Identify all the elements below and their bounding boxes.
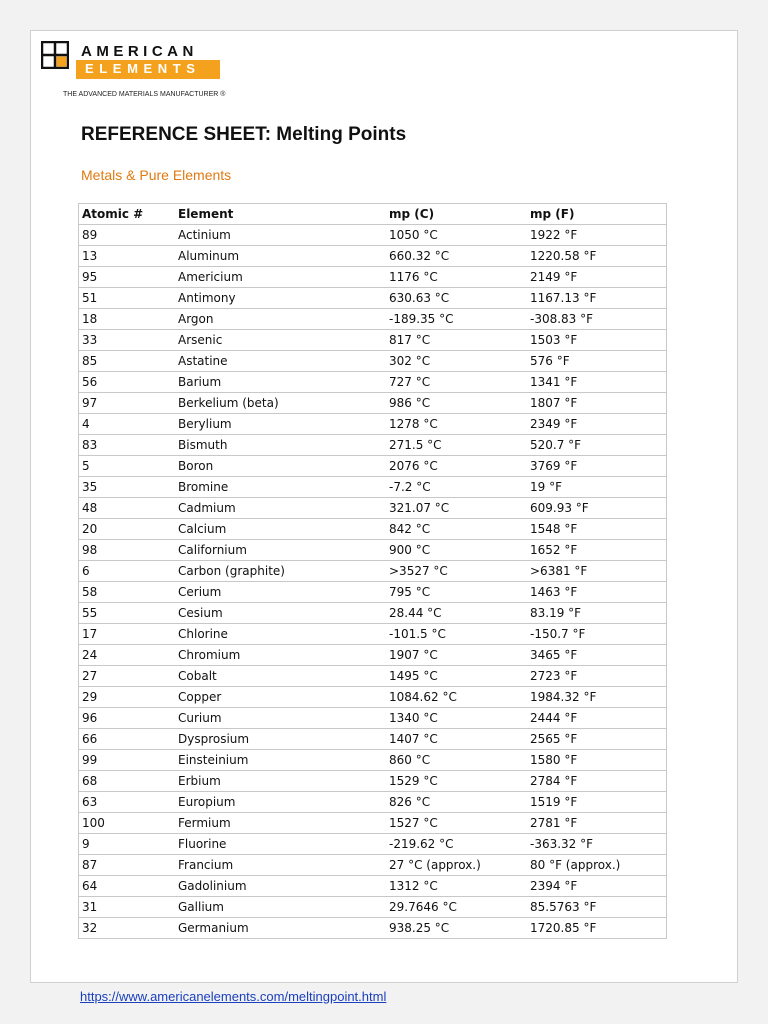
cell-atomic-number: 83 <box>79 435 175 456</box>
cell-mp-fahrenheit: -308.83 °F <box>527 309 666 330</box>
cell-mp-fahrenheit: 2444 °F <box>527 708 666 729</box>
table-row <box>79 225 666 246</box>
table-row <box>79 288 666 309</box>
cell-mp-celsius: 1312 °C <box>386 876 527 897</box>
table-row <box>79 414 666 435</box>
cell-element: Cesium <box>175 603 386 624</box>
cell-mp-fahrenheit: 609.93 °F <box>527 498 666 519</box>
cell-mp-celsius: 1407 °C <box>386 729 527 750</box>
cell-mp-fahrenheit: 2784 °F <box>527 771 666 792</box>
company-logo <box>41 41 241 101</box>
table-row <box>79 729 666 750</box>
table-row <box>79 687 666 708</box>
table-row <box>79 834 666 855</box>
cell-element: Carbon (graphite) <box>175 561 386 582</box>
logo-grid-icon <box>41 41 69 69</box>
logo-word-elements: ELEMENTS <box>85 61 201 76</box>
cell-atomic-number: 66 <box>79 729 175 750</box>
cell-element: Bromine <box>175 477 386 498</box>
cell-element: Arsenic <box>175 330 386 351</box>
cell-mp-fahrenheit: 1807 °F <box>527 393 666 414</box>
cell-atomic-number: 89 <box>79 225 175 246</box>
cell-atomic-number: 33 <box>79 330 175 351</box>
source-url-link[interactable]: https://www.americanelements.com/meltingpoint.html <box>80 989 387 1004</box>
cell-mp-celsius: -7.2 °C <box>386 477 527 498</box>
cell-mp-celsius: 1907 °C <box>386 645 527 666</box>
cell-element: Gadolinium <box>175 876 386 897</box>
cell-atomic-number: 13 <box>79 246 175 267</box>
cell-atomic-number: 97 <box>79 393 175 414</box>
table-row <box>79 477 666 498</box>
cell-mp-celsius: 29.7646 °C <box>386 897 527 918</box>
cell-atomic-number: 35 <box>79 477 175 498</box>
cell-element: Astatine <box>175 351 386 372</box>
cell-atomic-number: 96 <box>79 708 175 729</box>
cell-mp-fahrenheit: 1519 °F <box>527 792 666 813</box>
cell-element: Copper <box>175 687 386 708</box>
cell-atomic-number: 95 <box>79 267 175 288</box>
cell-element: Boron <box>175 456 386 477</box>
cell-atomic-number: 5 <box>79 456 175 477</box>
cell-atomic-number: 31 <box>79 897 175 918</box>
cell-atomic-number: 29 <box>79 687 175 708</box>
cell-element: Bismuth <box>175 435 386 456</box>
cell-mp-fahrenheit: 2394 °F <box>527 876 666 897</box>
cell-mp-celsius: 1278 °C <box>386 414 527 435</box>
cell-element: Germanium <box>178 921 249 935</box>
cell-atomic-number: 51 <box>79 288 175 309</box>
header-mp-celsius: mp (C) <box>386 204 527 225</box>
cell-atomic-number: 17 <box>79 624 175 645</box>
cell-mp-fahrenheit: 2565 °F <box>527 729 666 750</box>
cell-mp-celsius: 817 °C <box>386 330 527 351</box>
cell-mp-celsius: 795 °C <box>386 582 527 603</box>
cell-mp-celsius: -219.62 °C <box>386 834 527 855</box>
cell-element: Cerium <box>175 582 386 603</box>
cell-mp-fahrenheit: 1922 °F <box>527 225 666 246</box>
cell-element: Berylium <box>175 414 386 435</box>
table-row <box>79 372 666 393</box>
cell-atomic-number: 32 <box>82 921 98 935</box>
table-row <box>79 351 666 372</box>
cell-mp-celsius: 1050 °C <box>386 225 527 246</box>
table-row <box>79 267 666 288</box>
header-element: Element <box>175 204 386 225</box>
page-title: REFERENCE SHEET: Melting Points <box>81 124 407 145</box>
cell-atomic-number: 56 <box>79 372 175 393</box>
cell-mp-celsius: -189.35 °C <box>386 309 527 330</box>
table-row <box>79 855 666 876</box>
cell-atomic-number: 55 <box>79 603 175 624</box>
header-atomic-number: Atomic # <box>79 204 175 225</box>
cell-mp-fahrenheit: 1341 °F <box>527 372 666 393</box>
table-row <box>79 897 666 918</box>
cell-element: Curium <box>175 708 386 729</box>
cell-element: Calcium <box>175 519 386 540</box>
cell-element: Argon <box>175 309 386 330</box>
cell-mp-celsius: 28.44 °C <box>386 603 527 624</box>
table-header-row <box>79 204 666 225</box>
cell-mp-fahrenheit: -363.32 °F <box>527 834 666 855</box>
cell-mp-fahrenheit: -150.7 °F <box>527 624 666 645</box>
cell-mp-fahrenheit: 1984.32 °F <box>527 687 666 708</box>
cell-mp-fahrenheit: 3465 °F <box>527 645 666 666</box>
cell-element: Fermium <box>175 813 386 834</box>
cell-atomic-number: 24 <box>79 645 175 666</box>
cell-mp-celsius: 727 °C <box>386 372 527 393</box>
table-row <box>79 309 666 330</box>
cell-atomic-number: 6 <box>79 561 175 582</box>
cell-element: Berkelium (beta) <box>175 393 386 414</box>
table-row <box>79 792 666 813</box>
cell-atomic-number: 100 <box>79 813 175 834</box>
table-row <box>79 624 666 645</box>
table-row <box>79 813 666 834</box>
cell-mp-celsius: 2076 °C <box>386 456 527 477</box>
cell-element: Francium <box>175 855 386 876</box>
table-row <box>79 246 666 267</box>
cell-mp-celsius: 1340 °C <box>386 708 527 729</box>
cell-atomic-number: 4 <box>79 414 175 435</box>
cell-atomic-number: 87 <box>79 855 175 876</box>
cell-mp-celsius: 660.32 °C <box>386 246 527 267</box>
table-row <box>79 498 666 519</box>
cell-mp-fahrenheit: 3769 °F <box>527 456 666 477</box>
cell-mp-fahrenheit: 1503 °F <box>527 330 666 351</box>
cell-atomic-number: 99 <box>79 750 175 771</box>
table-row <box>79 603 666 624</box>
cell-mp-celsius: 1529 °C <box>386 771 527 792</box>
table-row <box>79 918 666 938</box>
cell-mp-celsius: -101.5 °C <box>386 624 527 645</box>
cell-element: Einsteinium <box>175 750 386 771</box>
cell-mp-celsius: 1176 °C <box>386 267 527 288</box>
cell-element: Barium <box>175 372 386 393</box>
cell-element: Americium <box>175 267 386 288</box>
cell-element: Chlorine <box>175 624 386 645</box>
cell-mp-fahrenheit: 1167.13 °F <box>527 288 666 309</box>
cell-mp-celsius: 27 °C (approx.) <box>386 855 527 876</box>
cell-mp-celsius: 271.5 °C <box>386 435 527 456</box>
cell-element: Cadmium <box>175 498 386 519</box>
cell-mp-fahrenheit: 1220.58 °F <box>527 246 666 267</box>
cell-mp-fahrenheit: 85.5763 °F <box>527 897 666 918</box>
cell-atomic-number: 85 <box>79 351 175 372</box>
table-row <box>79 750 666 771</box>
cell-atomic-number: 48 <box>79 498 175 519</box>
cell-mp-fahrenheit: 2149 °F <box>527 267 666 288</box>
cell-element: Fluorine <box>175 834 386 855</box>
melting-points-table <box>78 203 667 939</box>
cell-mp-celsius: 938.25 °C <box>389 921 450 935</box>
table-row <box>79 771 666 792</box>
cell-element: Dysprosium <box>175 729 386 750</box>
cell-mp-fahrenheit: 1548 °F <box>527 519 666 540</box>
cell-mp-fahrenheit: 19 °F <box>527 477 666 498</box>
cell-mp-celsius: 321.07 °C <box>386 498 527 519</box>
cell-mp-celsius: 842 °C <box>386 519 527 540</box>
document-page <box>30 30 738 983</box>
cell-mp-celsius: 826 °C <box>386 792 527 813</box>
cell-atomic-number: 63 <box>79 792 175 813</box>
header-mp-fahrenheit: mp (F) <box>527 204 666 225</box>
cell-element: Aluminum <box>175 246 386 267</box>
cell-atomic-number: 27 <box>79 666 175 687</box>
table-row <box>79 666 666 687</box>
cell-element: Actinium <box>175 225 386 246</box>
cell-mp-celsius: 1084.62 °C <box>386 687 527 708</box>
cell-mp-celsius: 1527 °C <box>386 813 527 834</box>
table-row <box>79 540 666 561</box>
cell-element: Antimony <box>175 288 386 309</box>
cell-mp-fahrenheit: 1580 °F <box>527 750 666 771</box>
cell-element: Chromium <box>175 645 386 666</box>
cell-atomic-number: 58 <box>79 582 175 603</box>
table-row <box>79 582 666 603</box>
table-row <box>79 456 666 477</box>
cell-mp-celsius: 986 °C <box>386 393 527 414</box>
cell-element: Erbium <box>175 771 386 792</box>
cell-element: Gallium <box>175 897 386 918</box>
cell-mp-fahrenheit: 1652 °F <box>527 540 666 561</box>
cell-mp-fahrenheit: 2781 °F <box>527 813 666 834</box>
cell-element: Cobalt <box>175 666 386 687</box>
cell-atomic-number: 20 <box>79 519 175 540</box>
section-subtitle: Metals & Pure Elements <box>81 167 232 183</box>
cell-mp-celsius: 630.63 °C <box>386 288 527 309</box>
cell-mp-fahrenheit: 1720.85 °F <box>530 921 597 935</box>
cell-atomic-number: 64 <box>79 876 175 897</box>
cell-mp-fahrenheit: >6381 °F <box>527 561 666 582</box>
cell-mp-fahrenheit: 80 °F (approx.) <box>527 855 666 876</box>
cell-mp-fahrenheit: 2723 °F <box>527 666 666 687</box>
cell-mp-celsius: 860 °C <box>386 750 527 771</box>
table-row <box>79 519 666 540</box>
logo-tagline: THE ADVANCED MATERIALS MANUFACTURER ® <box>63 91 226 98</box>
cell-mp-fahrenheit: 576 °F <box>527 351 666 372</box>
cell-atomic-number: 18 <box>79 309 175 330</box>
cell-mp-fahrenheit: 83.19 °F <box>527 603 666 624</box>
table-row <box>79 876 666 897</box>
cell-mp-celsius: 302 °C <box>386 351 527 372</box>
cell-atomic-number: 9 <box>79 834 175 855</box>
table-row <box>79 561 666 582</box>
cell-atomic-number: 68 <box>79 771 175 792</box>
table-row <box>79 330 666 351</box>
table-row <box>79 645 666 666</box>
cell-mp-fahrenheit: 520.7 °F <box>527 435 666 456</box>
cell-atomic-number: 98 <box>79 540 175 561</box>
table-row <box>79 708 666 729</box>
table-row <box>79 393 666 414</box>
cell-mp-celsius: 900 °C <box>386 540 527 561</box>
cell-mp-celsius: >3527 °C <box>386 561 527 582</box>
table-row <box>79 435 666 456</box>
logo-word-american: AMERICAN <box>81 43 198 60</box>
cell-mp-celsius: 1495 °C <box>386 666 527 687</box>
cell-mp-fahrenheit: 1463 °F <box>527 582 666 603</box>
cell-element: Californium <box>175 540 386 561</box>
cell-element: Europium <box>175 792 386 813</box>
cell-mp-fahrenheit: 2349 °F <box>527 414 666 435</box>
